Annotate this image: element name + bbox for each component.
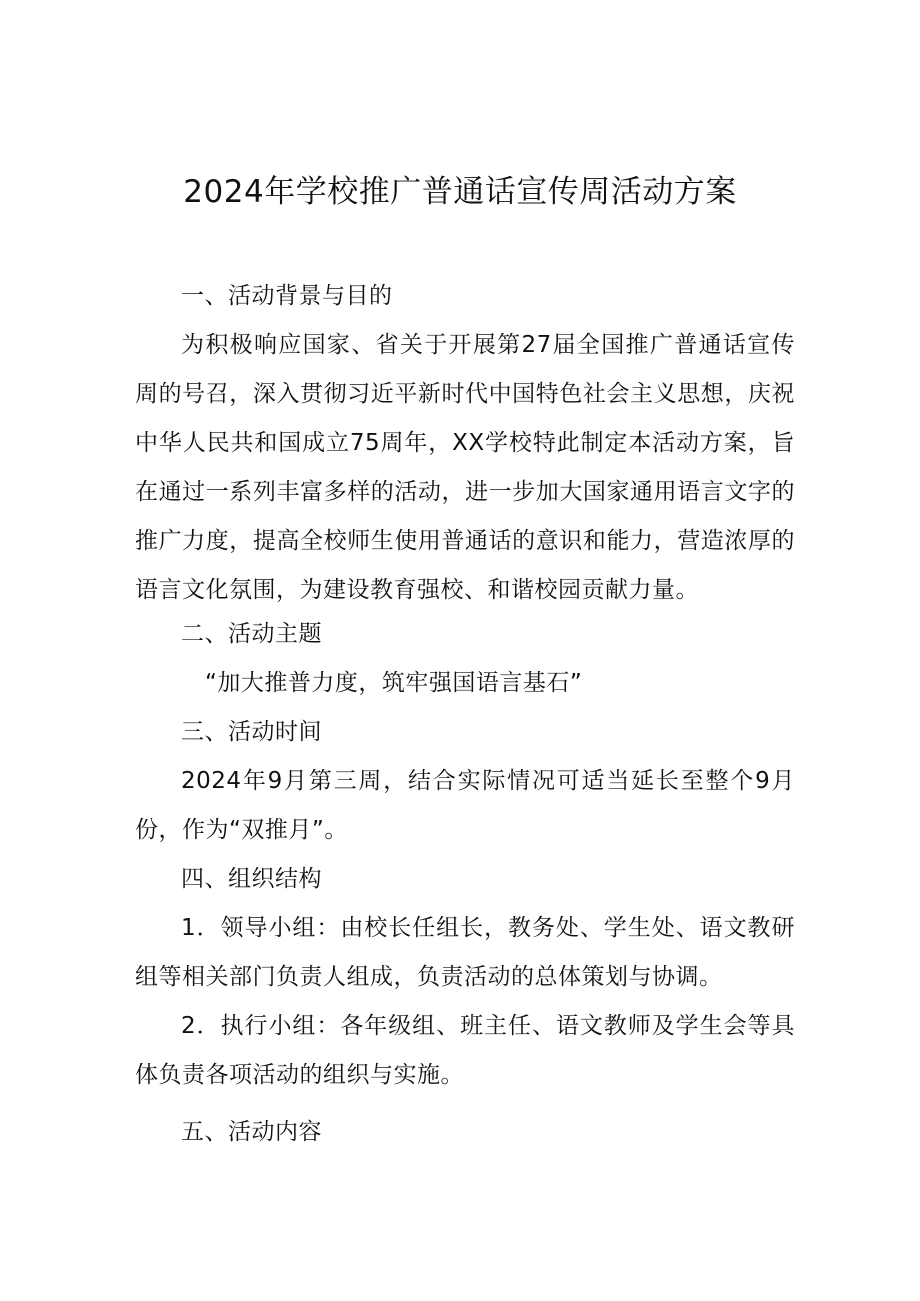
organization-item-execution: 2．执行小组：各年级组、班主任、语文教师及学生会等具体负责各项活动的组织与实施。	[135, 1013, 795, 1088]
section-heading-organization: 四、组织结构	[181, 866, 322, 892]
section-heading-theme: 二、活动主题	[181, 621, 322, 647]
section-paragraph-time: 2024年9月第三周，结合实际情况可适当延长至整个9月份，作为“双推月”。	[135, 768, 795, 843]
section-heading-background: 一、活动背景与目的	[181, 283, 393, 309]
section-paragraph-background: 为积极响应国家、省关于开展第27届全国推广普通话宣传周的号召，深入贯彻习近平新时代中国特色社会主义思想，庆祝中华人民共和国成立75周年，XX学校特此制定本活动方案，旨在通过一系列丰富多样的活动，进一步加大国家通用语言文字的推广力度，提高全校师生使用普通话的意识和能力，营造浓厚的语言文化氛围，为建设教育强校、和谐校园贡献力量。	[135, 332, 795, 603]
organization-item-leadership: 1．领导小组：由校长任组长，教务处、学生处、语文教研组等相关部门负责人组成，负责活动的总体策划与协调。	[135, 915, 795, 990]
section-heading-time: 三、活动时间	[181, 719, 322, 745]
document-title: 2024年学校推广普通话宣传周活动方案	[183, 174, 737, 210]
section-heading-content: 五、活动内容	[181, 1119, 322, 1145]
theme-quote: “加大推普力度，筑牢强国语言基石”	[205, 670, 583, 696]
